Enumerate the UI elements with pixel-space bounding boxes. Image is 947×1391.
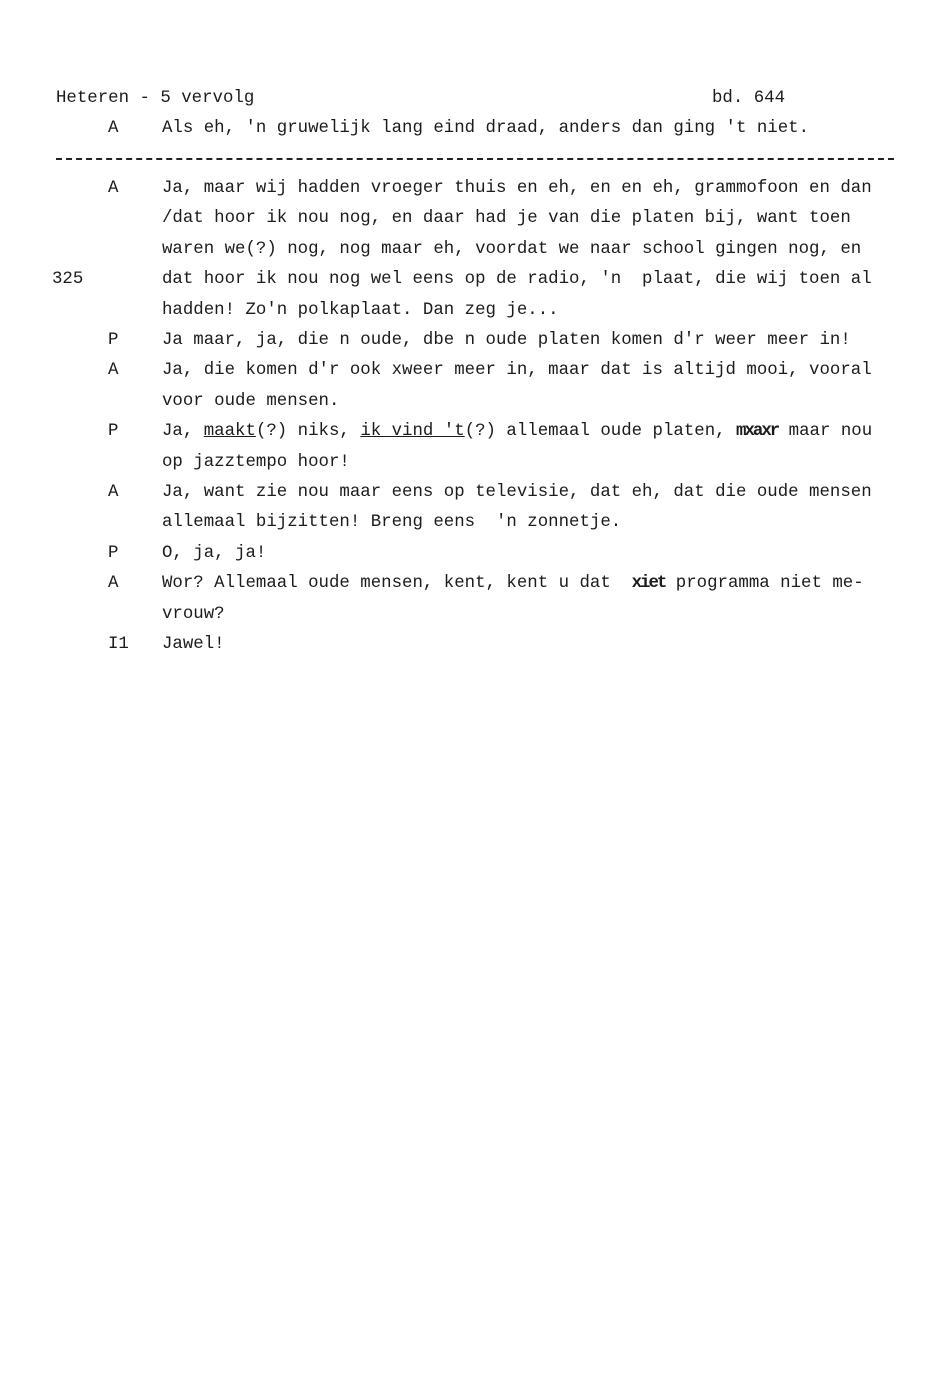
- utterance-line: allemaal bijzitten! Breng eens 'n zonnetje.: [162, 513, 622, 533]
- text-segment: (?) niks,: [255, 422, 361, 442]
- text-segment: Wor? Allemaal oude mensen, kent, kent u dat: [162, 574, 632, 594]
- utterance-line: voor oude mensen.: [162, 391, 340, 411]
- utterance-line: [162, 574, 864, 594]
- utterance-line: hadden! Zo'n polkaplaat. Dan zeg je...: [162, 300, 559, 320]
- speaker-label: I1: [108, 635, 129, 654]
- utterance-line: O, ja, ja!: [162, 543, 267, 563]
- utterance-line: Ja, want zie nou maar eens op televisie, dat eh, dat die oude mensen: [162, 483, 872, 502]
- utterance-line: dat hoor ik nou nog wel eens op de radio, 'n plaat, die wij toen al: [162, 270, 872, 290]
- speaker-label: A: [108, 179, 119, 198]
- text-segment: Ja,: [162, 422, 204, 442]
- utterance-line: Als eh, 'n gruwelijk lang eind draad, anders dan ging 't niet.: [162, 119, 810, 138]
- utterance-line: [162, 422, 872, 442]
- utterance-line: vrouw?: [162, 604, 225, 624]
- speaker-label: A: [108, 574, 119, 594]
- speaker-label: A: [108, 119, 119, 138]
- utterance-line: Ja, maar wij hadden vroeger thuis en eh, en en eh, grammofoon en dan: [162, 179, 872, 198]
- text-segment: maar nou: [778, 422, 873, 442]
- utterance-line: waren we(?) nog, nog maar eh, voordat we naar school gingen nog, en: [162, 239, 862, 259]
- utterance-line: /dat hoor ik nou nog, en daar had je van die platen bij, want toen: [162, 209, 851, 229]
- line-number: 325: [52, 270, 84, 289]
- speaker-label: P: [108, 331, 119, 350]
- utterance-line: Jawel!: [162, 635, 225, 654]
- underlined-text: maakt: [203, 422, 256, 442]
- text-segment: programma niet me-: [665, 574, 864, 594]
- struck-out-text: xiet: [631, 574, 666, 594]
- page-number: bd. 644: [712, 89, 786, 108]
- speaker-label: P: [108, 543, 119, 563]
- underlined-text: ik vind 't: [360, 422, 465, 442]
- separator-line: [56, 158, 894, 160]
- speaker-label: A: [108, 361, 119, 381]
- document-title: Heteren - 5 vervolg: [56, 89, 255, 108]
- utterance-line: op jazztempo hoor!: [162, 452, 350, 472]
- utterance-line: Ja maar, ja, die n oude, dbe n oude platen komen d'r weer meer in!: [162, 331, 851, 350]
- text-segment: (?) allemaal oude platen,: [464, 422, 737, 442]
- speaker-label: P: [108, 422, 119, 442]
- utterance-line: Ja, die komen d'r ook xweer meer in, maar dat is altijd mooi, vooral: [162, 361, 872, 381]
- struck-out-text: mxaxr: [736, 422, 779, 442]
- speaker-label: A: [108, 483, 119, 502]
